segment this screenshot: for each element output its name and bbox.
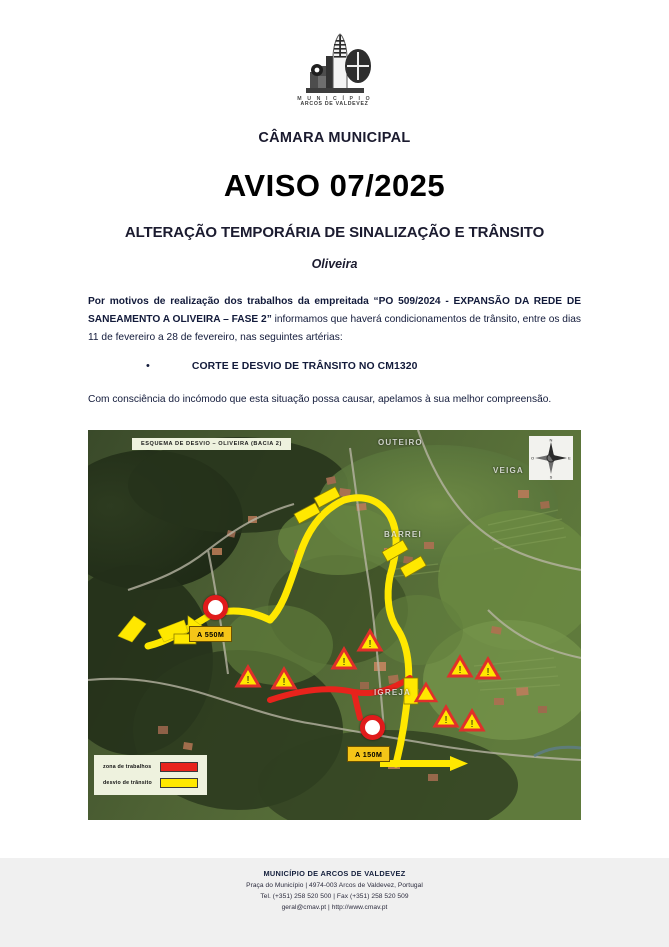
crest-caption-line1: M U N I C Í P I O [297,96,372,102]
svg-text:!: ! [458,665,462,677]
svg-text:N: N [549,437,553,443]
affected-road-item [88,361,581,372]
page-title: AVISO 07/2025 [223,167,446,203]
municipal-crest [88,32,581,108]
compass-rose-icon [529,436,573,480]
contract-reference: Por motivos de realização dos trabalhos da empreitada “PO 509/2024 - EXPANSÃO DA REDE DE SANEAMENTO A OLIVEIRA – FASE 2” [88,295,581,325]
footer-phone: Tel. (+351) 258 520 500 | Fax (+351) 258 520 509 [260,893,409,900]
svg-text:!: ! [486,667,490,679]
svg-text:S: S [549,474,553,480]
entity-name: CÂMARA MUNICIPAL [258,129,411,146]
footer-municipality: MUNICÍPIO DE ARCOS DE VALDEVEZ [263,869,406,878]
map-place-outeiro: OUTEIRO [378,438,423,448]
bullet-marker-icon: • [146,360,150,373]
notice-subject: ALTERAÇÃO TEMPORÁRIA DE SINALIZAÇÃO E TRÂNSITO [124,223,545,241]
map-place-barrei: BARREI [384,530,422,540]
notice-location: Oliveira [311,256,358,271]
svg-text:!: ! [246,675,250,687]
legend-row-detour [103,778,198,788]
map-place-igreja: IGREJA [374,688,411,698]
distance-plate-150m: A 150M [347,746,390,762]
map-legend [94,755,207,795]
closing-paragraph: Com consciência do incómodo que esta situação possa causar, apelamos à sua melhor compreensão. [88,394,552,406]
detour-map[interactable] [88,430,581,820]
legend-swatch-detour [160,778,198,788]
legend-label-detour: desvio de trânsito [103,780,152,787]
page-footer [0,858,669,947]
svg-text:!: ! [342,657,346,669]
crest-caption [297,97,372,108]
map-place-veiga: VEIGA [493,466,524,476]
intro-paragraph [88,293,581,347]
footer-address: Praça do Município | 4974-003 Arcos de Valdevez, Portugal [246,882,423,889]
legend-swatch-works [160,762,198,772]
svg-text:!: ! [444,715,448,727]
intro-paragraph-tail: informamos que haverá condicionamentos de trânsito, entre os dias 11 de fevereiro a 28 de fevereiro, nas seguintes artérias: [88,313,581,343]
crest-caption-line2: ARCOS DE VALDEVEZ [300,101,369,108]
svg-text:E: E [568,455,571,461]
svg-text:!: ! [368,639,372,651]
affected-road-label: CORTE E DESVIO DE TRÂNSITO NO CM1320 [191,361,418,373]
legend-row-works [103,762,198,772]
svg-text:O: O [530,455,535,461]
svg-text:!: ! [470,719,474,731]
legend-label-works: zona de trabalhos [103,764,152,771]
distance-plate-550m: A 550M [189,626,232,642]
map-banner-label: ESQUEMA DE DESVIO – OLIVEIRA (BACIA 2) [132,438,291,450]
crest-emblem-icon [292,32,378,94]
svg-text:!: ! [282,677,286,689]
footer-contact: geral@cmav.pt | http://www.cmav.pt [281,904,388,911]
